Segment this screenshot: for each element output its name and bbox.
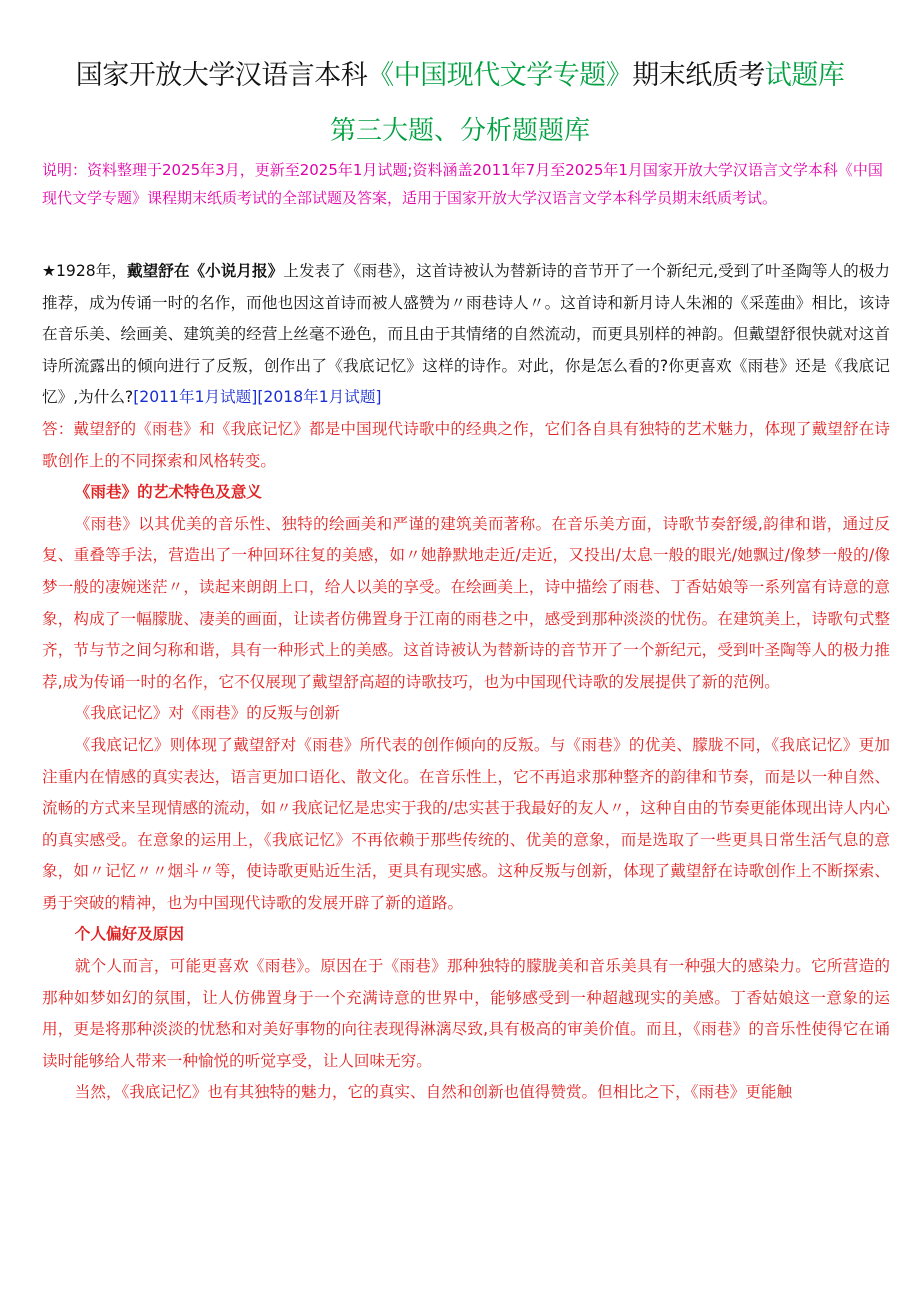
question-bold: 戴望舒在《小说月报》	[127, 262, 284, 280]
note-paragraph: 说明：资料整理于2025年3月，更新至2025年1月试题;资料涵盖2011年7月至2025年1月国家开放大学汉语言文学本科《中国现代文学专题》课程期末纸质考试的全部试题及答案，适用于国家开放大学汉语言文学本科学员期末纸质考试。	[42, 161, 883, 207]
answer-paragraph-1: 《雨巷》以其优美的音乐性、独特的绘画美和严谨的建筑美而著称。在音乐美方面，诗歌节奏舒缓,韵律和谐，通过反复、重叠等手法，营造出了一种回环往复的美感，如〃她静默地走近/走近，又投出/太息一般的眼光/她飘过/像梦一般的/像梦一般的凄婉迷茫〃，读起来朗朗上口，给人以美的享受。在绘画美上，诗中描绘了雨巷、丁香姑娘等一系列富有诗意的意象，构成了一幅朦胧、凄美的画面，让读者仿佛置身于江南的雨巷之中，感受到那种淡淡的忧伤。在建筑美上，诗歌句式整齐，节与节之间匀称和谐，具有一种形式上的美感。这首诗被认为替新诗的音节开了一个新纪元，受到叶圣陶等人的极力推荐,成为传诵一时的名作，它不仅展现了戴望舒高超的诗歌技巧，也为中国现代诗歌的发展提供了新的范例。	[42, 514, 890, 691]
answer-paragraph-2: 《我底记忆》则体现了戴望舒对《雨巷》所代表的创作倾向的反叛。与《雨巷》的优美、朦胧不同，《我底记忆》更加注重内在情感的真实表达，语言更加口语化、散文化。在音乐性上，它不再追求那种整齐的韵律和节奏，而是以一种自然、流畅的方式来呈现情感的流动，如〃我底记忆是忠实于我的/忠实甚于我最好的友人〃，这种自由的节奏更能体现出诗人内心的真实感受。在意象的运用上，《我底记忆》不再依赖于那些传统的、优美的意象，而是选取了一些更具日常生活气息的意象，如〃记忆〃〃烟斗〃等，使诗歌更贴近生活，更具有现实感。这种反叛与创新，体现了戴望舒在诗歌创作上不断探索、勇于突破的精神，也为中国现代诗歌的发展开辟了新的道路。	[42, 735, 890, 912]
answer-heading-2: 《我底记忆》对《雨巷》的反叛与创新	[74, 704, 340, 723]
section-subtitle: 第三大题、分析题题库	[329, 116, 590, 146]
question-prefix: ★1928年，	[42, 262, 127, 280]
answer-paragraph-3: 就个人而言，可能更喜欢《雨巷》。原因在于《雨巷》那种独特的朦胧美和音乐美具有一种强大的感染力。它所营造的那种如梦如幻的氛围，让人仿佛置身于一个充满诗意的世界中，能够感受到一种超越现实的美感。丁香姑娘这一意象的运用，更是将那种淡淡的忧愁和对美好事物的向往表现得淋漓尽致,具有极高的审美价值。而且，《雨巷》的音乐性使得它在诵读时能够给人带来一种愉悦的听觉享受，让人回味无穷。	[42, 957, 890, 1070]
title-part4: 试题库	[764, 60, 845, 91]
answer-intro: 答：戴望舒的《雨巷》和《我底记忆》都是中国现代诗歌中的经典之作，它们各自具有独特的艺术魅力，体现了戴望舒在诗歌创作上的不同探索和风格转变。	[42, 419, 890, 470]
title-part1: 国家开放大学汉语言本科	[75, 60, 368, 91]
title-part3: 期末纸质考	[632, 60, 765, 91]
answer-heading-1: 《雨巷》的艺术特色及意义	[74, 483, 262, 502]
page-title	[0, 56, 920, 96]
question-text: 上发表了《雨巷》，这首诗被认为替新诗的音节开了一个新纪元,受到了叶圣陶等人的极力推荐，成为传诵一时的名作，而他也因这首诗而被人盛赞为〃雨巷诗人〃。这首诗和新月诗人朱湘的《采莲曲》相比，该诗在音乐美、绘画美、建筑美的经营上丝毫不逊色，而且由于其情绪的自然流动，而更具别样的神韵。但戴望舒很快就对这首诗所流露出的倾向进行了反叛，创作出了《我底记忆》这样的诗作。对此，你是怎么看的?你更喜欢《雨巷》还是《我底记忆》,为什么?	[42, 262, 890, 407]
answer-heading-3: 个人偏好及原因	[74, 925, 184, 944]
question-paragraph	[42, 256, 890, 414]
answer-paragraph-4: 当然，《我底记忆》也有其独特的魅力，它的真实、自然和创新也值得赞赏。但相比之下，《雨巷》更能触	[74, 1083, 793, 1102]
question-source: [2011年1月试题][2018年1月试题]	[133, 388, 382, 407]
title-course-name: 《中国现代文学专题》	[367, 60, 633, 91]
content-body	[42, 256, 890, 1109]
